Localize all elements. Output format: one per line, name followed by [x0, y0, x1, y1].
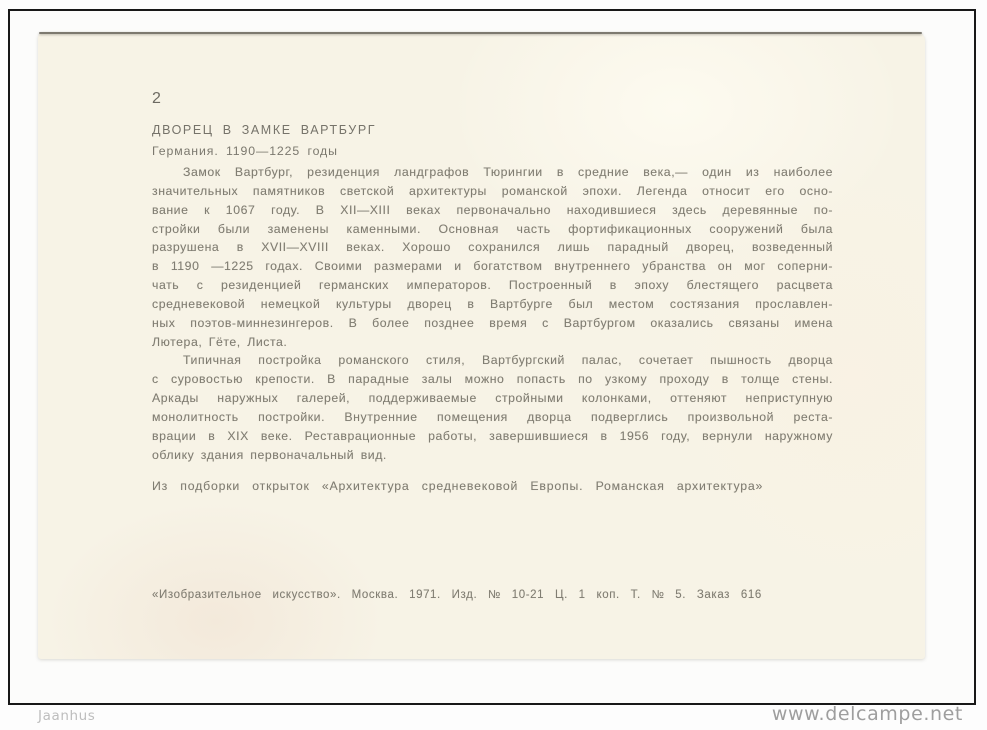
text-line: вание к 1067 году. В XII—XIII веках первоначально находившиеся здесь деревянные по-: [152, 202, 833, 217]
text-line: значительных памятников светской архитектуры романской эпохи. Легенда относит его осно-: [152, 183, 833, 198]
card-title: ДВОРЕЦ В ЗАМКЕ ВАРТБУРГ: [152, 123, 377, 137]
site-watermark: www.delcampe.net: [771, 703, 963, 725]
text-line: Замок Вартбург, резиденция ландграфов Тюрингии в средние века,— один из наиболее: [183, 165, 833, 179]
series-source-line: Из подборки открыток «Архитектура средневековой Европы. Романская архитектура»: [152, 479, 764, 493]
card-number: 2: [152, 90, 162, 107]
text-line: с суровостью крепости. В парадные залы можно попасть по узкому проходу в толще стены.: [152, 372, 833, 387]
text-line: облику здания первоначальный вид.: [152, 447, 387, 462]
text-line: стройки были заменены каменными. Основная часть фортификационных сооружений была: [152, 221, 833, 236]
text-line: Типичная постройка романского стиля, Вартбургский палас, сочетает пышность дворца: [183, 353, 833, 368]
text-line: в 1190 —1225 годах. Своими размерами и богатством внутреннего убранства он мог соперни-: [152, 259, 833, 274]
text-line: Лютера, Гёте, Листа.: [152, 334, 288, 349]
publisher-imprint-line: «Изобразительное искусство». Москва. 1971. Изд. № 10-21 Ц. 1 коп. Т. № 5. Заказ 616: [152, 589, 762, 601]
text-line: ных поэтов-миннезингеров. В более позднее время с Вартбургом оказались связаны имена: [152, 315, 833, 330]
card-subtitle: Германия. 1190—1225 годы: [152, 144, 338, 158]
scan-frame: [8, 9, 976, 705]
text-line: врации в XIX веке. Реставрационные работы, завершившиеся в 1956 году, вернули наружному: [152, 428, 833, 443]
card-text: [152, 163, 833, 465]
text-line: разрушена в XVII—XVIII веках. Хорошо сохранился лишь парадный дворец, возведенный: [152, 240, 833, 255]
text-line: средневековой немецкой культуры дворец в Вартбурге был местом состязания прославлен-: [152, 296, 833, 311]
seller-watermark: Jaanhus: [38, 708, 96, 724]
text-line: чать с резиденцией германских императоров. Построенный в эпоху блестящего расцвета: [152, 278, 833, 293]
postcard-back: [38, 32, 925, 659]
text-line: монолитность постройки. Внутренние помещения дворца подверглись произвольной реста-: [152, 409, 833, 424]
text-line: Аркады наружных галерей, поддерживаемые стройными колонками, оттеняют неприступную: [152, 391, 833, 406]
